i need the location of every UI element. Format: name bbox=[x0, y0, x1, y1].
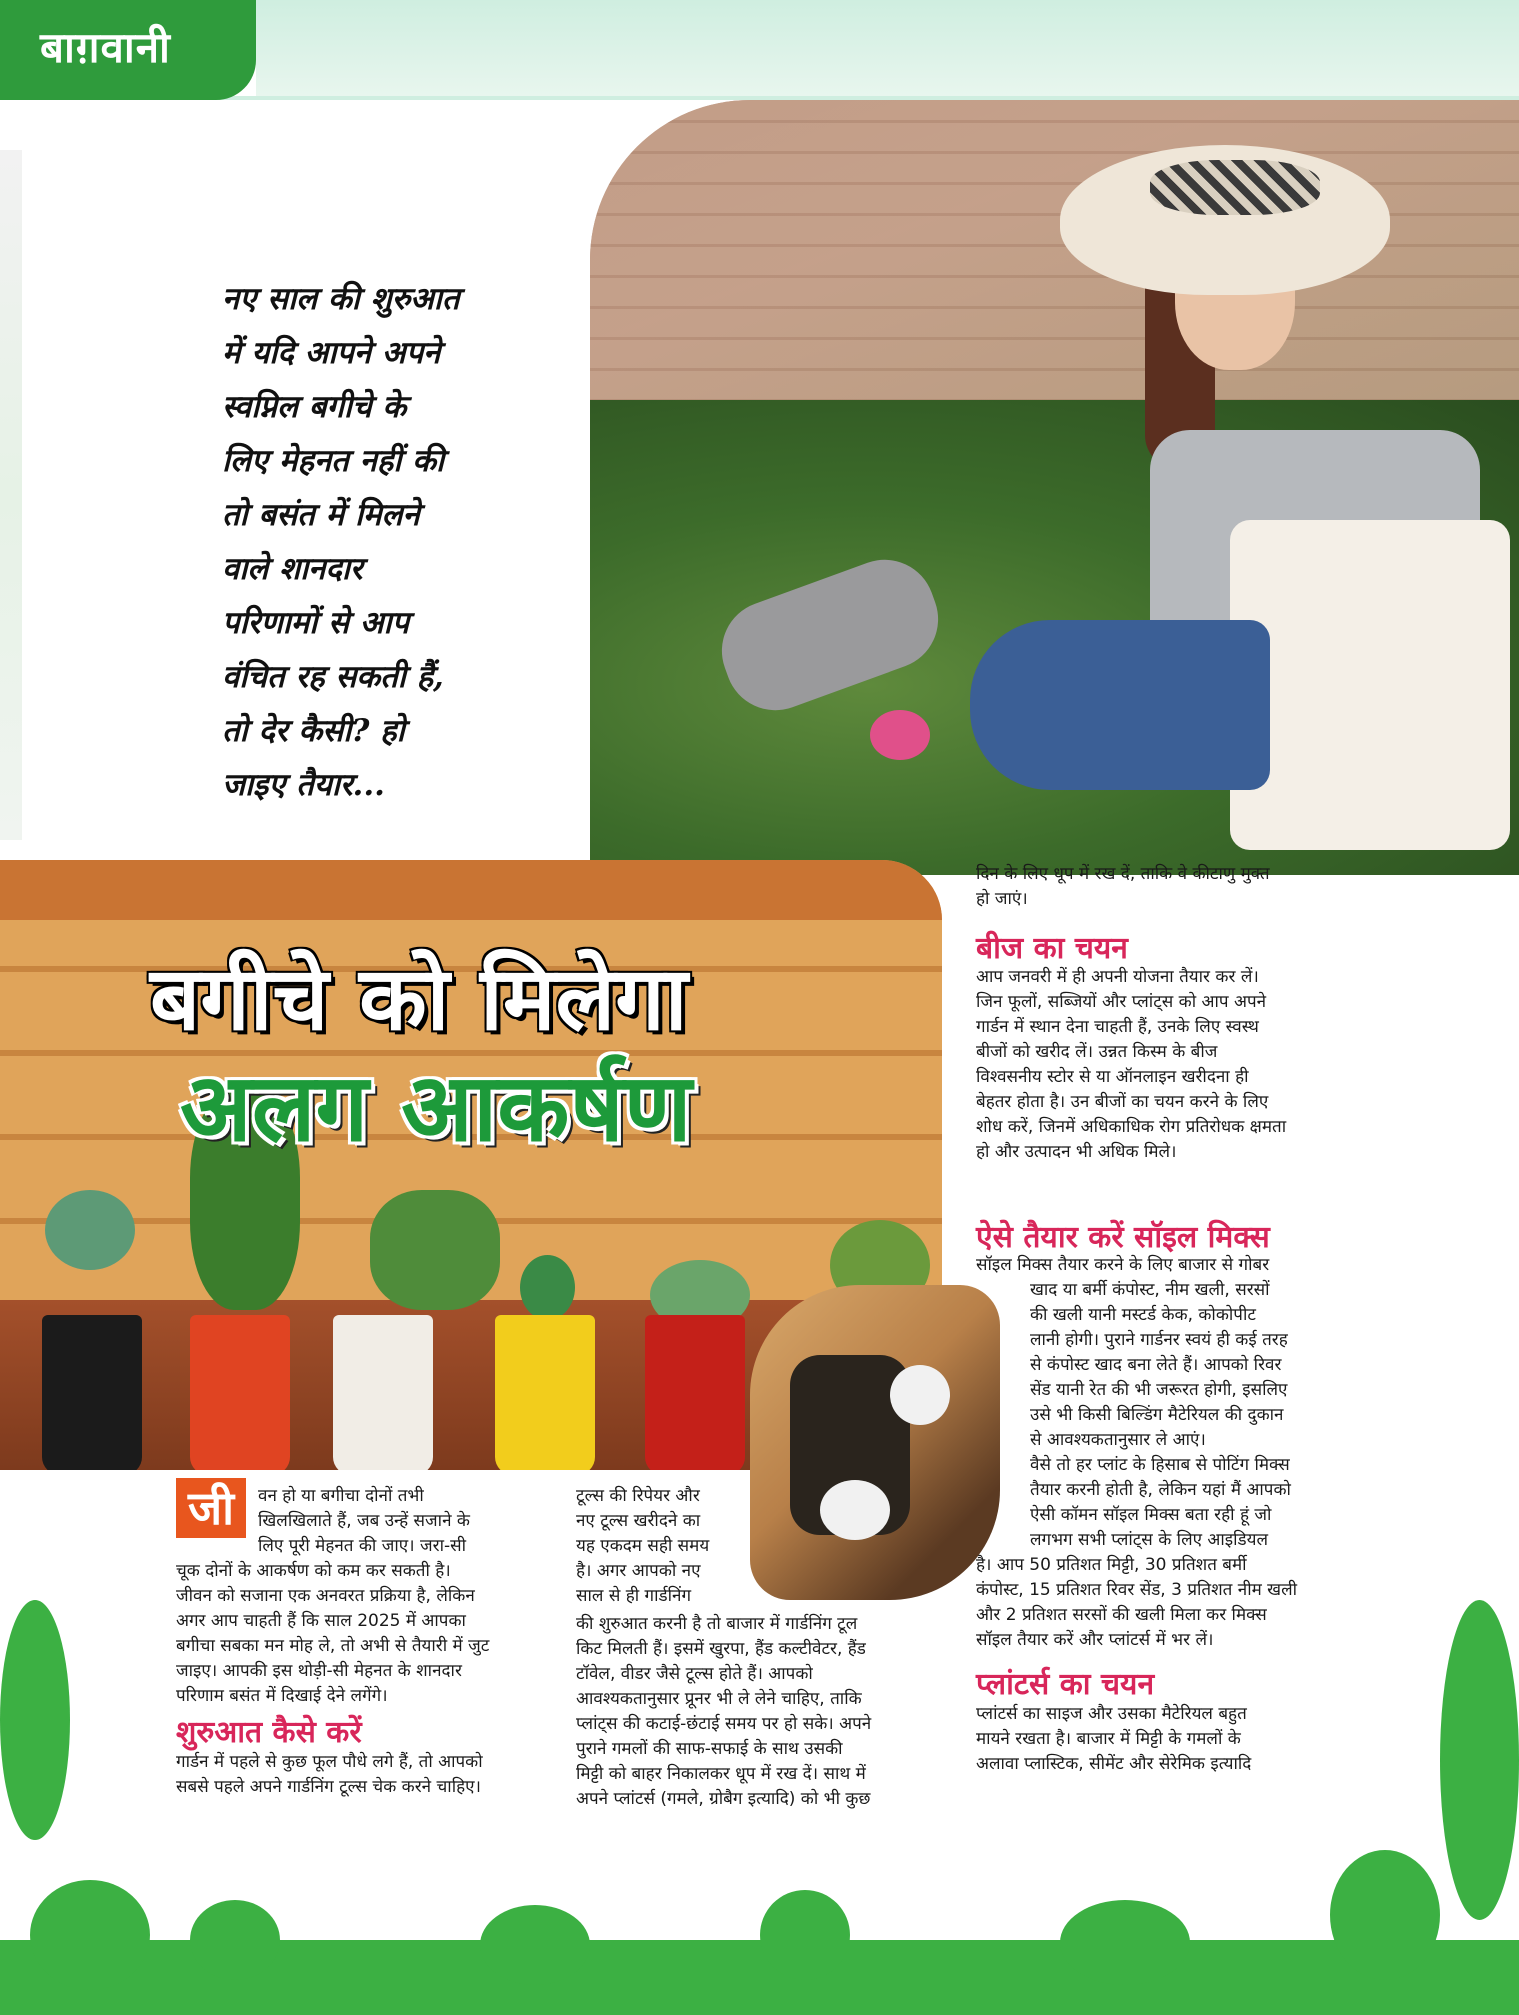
photo-apron bbox=[1230, 520, 1510, 850]
col2-body bbox=[576, 1612, 871, 1812]
col3-planter-body bbox=[976, 1702, 1251, 1777]
photo-jeans bbox=[970, 620, 1270, 790]
intro-line: तो बसंत में मिलने bbox=[222, 497, 420, 533]
col2-short bbox=[576, 1484, 709, 1609]
green-splash-blob bbox=[480, 1905, 590, 1985]
text-line: ऐसी कॉमन सॉइल मिक्स बता रही हूं जो bbox=[1030, 1505, 1272, 1525]
plant-twisted bbox=[370, 1190, 500, 1310]
text-line: पुराने गमलों की साफ-सफाई के साथ उसकी bbox=[576, 1739, 843, 1759]
wood-top-plank bbox=[0, 860, 942, 920]
heading-soil: ऐसे तैयार करें सॉइल मिक्स bbox=[976, 1220, 1270, 1255]
text-line: नए टूल्स खरीदने का bbox=[576, 1511, 701, 1531]
text-line: आप जनवरी में ही अपनी योजना तैयार कर लें। bbox=[976, 967, 1259, 987]
text-line: सबसे पहले अपने गार्डनिंग टूल्स चेक करने चाहिए। bbox=[176, 1777, 481, 1797]
text-line: है। अगर आपको नए bbox=[576, 1561, 701, 1581]
text-line: की शुरुआत करनी है तो बाजार में गार्डनिंग टूल bbox=[576, 1614, 858, 1634]
green-splash-left bbox=[0, 1600, 70, 1840]
inset-photo-potting bbox=[750, 1285, 1000, 1600]
text-line: की खली यानी मस्टर्ड केक, कोकोपीट bbox=[1030, 1305, 1256, 1325]
headline-line1: बगीचे को मिलेगा bbox=[150, 947, 688, 1050]
text-line: वन हो या बगीचा दोनों तभी bbox=[258, 1486, 424, 1506]
col1-body bbox=[176, 1559, 489, 1709]
col3-soil-body bbox=[976, 1553, 1297, 1653]
text-line: बीजों को खरीद लें। उन्नत किस्म के बीज bbox=[976, 1042, 1218, 1062]
text-line: हो और उत्पादन भी अधिक मिले। bbox=[976, 1142, 1177, 1162]
green-splash-right bbox=[1440, 1600, 1519, 1920]
plant-succulent bbox=[45, 1190, 135, 1270]
pot-orange bbox=[190, 1315, 290, 1470]
text-line: अलावा प्लास्टिक, सीमेंट और सेरेमिक इत्यादि bbox=[976, 1754, 1252, 1774]
text-line: और 2 प्रतिशत सरसों की खली मिला कर मिक्स bbox=[976, 1605, 1267, 1625]
plant-cactus bbox=[520, 1255, 575, 1320]
green-splash-blob bbox=[1060, 1900, 1190, 1985]
text-line: प्लांटर्स का साइज और उसका मैटेरियल बहुत bbox=[976, 1704, 1247, 1724]
text-line: दिन के लिए धूप में रख दें, ताकि वे कीटाणु मुक्त bbox=[976, 864, 1270, 884]
text-line: किट मिलती हैं। इसमें खुरपा, हैंड कल्टीवेटर, हैंड bbox=[576, 1639, 866, 1659]
intro-line: नए साल की शुरुआत bbox=[222, 281, 460, 317]
text-line: सॉइल तैयार करें और प्लांटर्स में भर लें। bbox=[976, 1630, 1214, 1650]
hero-photo-gardener bbox=[590, 100, 1519, 875]
text-line: साल से ही गार्डनिंग bbox=[576, 1586, 692, 1606]
intro-line: वंचित रह सकती हैं, bbox=[222, 659, 444, 695]
text-line: टूल्स की रिपेयर और bbox=[576, 1486, 700, 1506]
text-line: आवश्यकतानुसार प्रूनर भी ले लेने चाहिए, ताकि bbox=[576, 1689, 862, 1709]
text-line: सेंड यानी रेत की भी जरूरत होगी, इसलिए bbox=[1030, 1380, 1288, 1400]
intro-line: तो देर कैसी? हो bbox=[222, 713, 405, 749]
text-line: चूक दोनों के आकर्षण को कम कर सकती है। bbox=[176, 1561, 451, 1581]
left-decor-stripe bbox=[0, 150, 22, 840]
pot-yellow bbox=[495, 1315, 595, 1470]
text-line: बेहतर होता है। उन बीजों का चयन करने के लिए bbox=[976, 1092, 1269, 1112]
text-line: हो जाएं। bbox=[976, 889, 1028, 909]
text-line: शोध करें, जिनमें अधिकाधिक रोग प्रतिरोधक क्षमता bbox=[976, 1117, 1287, 1137]
text-line: वैसे तो हर प्लांट के हिसाब से पोटिंग मिक्स bbox=[1030, 1455, 1290, 1475]
section-label: बाग़वानी bbox=[40, 23, 171, 72]
text-line: लानी होगी। पुराने गार्डनर स्वयं ही कई तरह bbox=[1030, 1330, 1288, 1350]
pot-red bbox=[645, 1315, 745, 1470]
text-line: गार्डन में स्थान देना चाहती हैं, उनके लिए स्वस्थ bbox=[976, 1017, 1259, 1037]
photo-glove bbox=[820, 1480, 890, 1540]
col1-body2 bbox=[176, 1750, 483, 1800]
text-line: जीवन को सजाना एक अनवरत प्रक्रिया है, लेकिन bbox=[176, 1586, 475, 1606]
text-line: कंपोस्ट, 15 प्रतिशत रिवर सेंड, 3 प्रतिशत नीम खली bbox=[976, 1580, 1298, 1600]
text-line: अपने प्लांटर्स (गमले, ग्रोबैग इत्यादि) को भी कुछ bbox=[576, 1789, 871, 1809]
text-line: मायने रखता है। बाजार में मिट्टी के गमलों के bbox=[976, 1729, 1241, 1749]
text-line: से आवश्यकतानुसार ले आएं। bbox=[1030, 1430, 1206, 1450]
text-line: लगभग सभी प्लांट्स के लिए आइडियल bbox=[1030, 1530, 1269, 1550]
text-line: विश्वसनीय स्टोर से या ऑनलाइन खरीदना ही bbox=[976, 1067, 1249, 1087]
text-line: लिए पूरी मेहनत की जाए। जरा-सी bbox=[258, 1536, 466, 1556]
col3-soil-indented bbox=[1030, 1278, 1291, 1553]
intro-line: जाइए तैयार... bbox=[222, 767, 385, 803]
photo-pink-flower bbox=[870, 710, 930, 760]
col3-seed-body bbox=[976, 965, 1286, 1165]
text-line: अगर आप चाहती हैं कि साल 2025 में आपका bbox=[176, 1611, 466, 1631]
green-splash-blob bbox=[30, 1880, 150, 1990]
pot-black bbox=[42, 1315, 142, 1470]
intro-line: लिए मेहनत नहीं की bbox=[222, 443, 444, 479]
text-line: परिणाम बसंत में दिखाई देने लगेंगे। bbox=[176, 1686, 388, 1706]
text-line: खिलखिलाते हैं, जब उन्हें सजाने के bbox=[258, 1511, 470, 1531]
text-line: टॉवेल, वीडर जैसे टूल्स होते हैं। आपको bbox=[576, 1664, 813, 1684]
photo-glove bbox=[890, 1365, 950, 1425]
text-line: सॉइल मिक्स तैयार करने के लिए बाजार से गोबर bbox=[976, 1255, 1270, 1275]
intro-deck bbox=[222, 272, 582, 812]
col1-indented bbox=[258, 1484, 470, 1559]
intro-line: में यदि आपने अपने bbox=[222, 335, 441, 371]
text-line: खाद या बर्मी कंपोस्ट, नीम खली, सरसों bbox=[1030, 1280, 1270, 1300]
photo-brick-wall bbox=[590, 100, 1519, 430]
text-line: उसे भी किसी बिल्डिंग मैटेरियल की दुकान bbox=[1030, 1405, 1284, 1425]
text-line: से कंपोस्ट खाद बना लेते हैं। आपको रिवर bbox=[1030, 1355, 1282, 1375]
intro-line: वाले शानदार bbox=[222, 551, 363, 587]
text-line: जाइए। आपकी इस थोड़ी-सी मेहनत के शानदार bbox=[176, 1661, 462, 1681]
text-line: प्लांट्स की कटाई-छंटाई समय पर हो सके। अपने bbox=[576, 1714, 872, 1734]
headline-line2: अलग आकर्षण bbox=[180, 1054, 692, 1163]
green-splash-blob bbox=[760, 1890, 850, 1980]
intro-line: स्वप्निल बगीचे के bbox=[222, 389, 407, 425]
col3-soil-first bbox=[976, 1253, 1269, 1278]
heading-start: शुरुआत कैसे करें bbox=[176, 1715, 362, 1750]
heading-planters: प्लांटर्स का चयन bbox=[976, 1667, 1155, 1702]
text-line: है। आप 50 प्रतिशत मिट्टी, 30 प्रतिशत बर्मी bbox=[976, 1555, 1247, 1575]
pot-white bbox=[333, 1315, 433, 1470]
header-band bbox=[256, 0, 1519, 96]
intro-line: परिणामों से आप bbox=[222, 605, 410, 641]
text-line: तैयार करनी होती है, लेकिन यहां मैं आपको bbox=[1030, 1480, 1291, 1500]
green-splash-blob bbox=[1330, 1850, 1440, 1980]
text-line: बगीचा सबका मन मोह ले, तो अभी से तैयारी में जुट bbox=[176, 1636, 490, 1656]
green-splash-blob bbox=[190, 1900, 280, 1980]
text-line: गार्डन में पहले से कुछ फूल पौधे लगे हैं, तो आपको bbox=[176, 1752, 483, 1772]
text-line: मिट्टी को बाहर निकालकर धूप में रख दें। साथ में bbox=[576, 1764, 866, 1784]
text-line: यह एकदम सही समय bbox=[576, 1536, 710, 1556]
text-line: जिन फूलों, सब्जियों और प्लांट्स को आप अपने bbox=[976, 992, 1267, 1012]
photo-hat-band bbox=[1150, 160, 1320, 215]
heading-seed: बीज का चयन bbox=[976, 931, 1128, 966]
dropcap: जी bbox=[176, 1478, 246, 1538]
col3-top bbox=[976, 862, 1270, 912]
